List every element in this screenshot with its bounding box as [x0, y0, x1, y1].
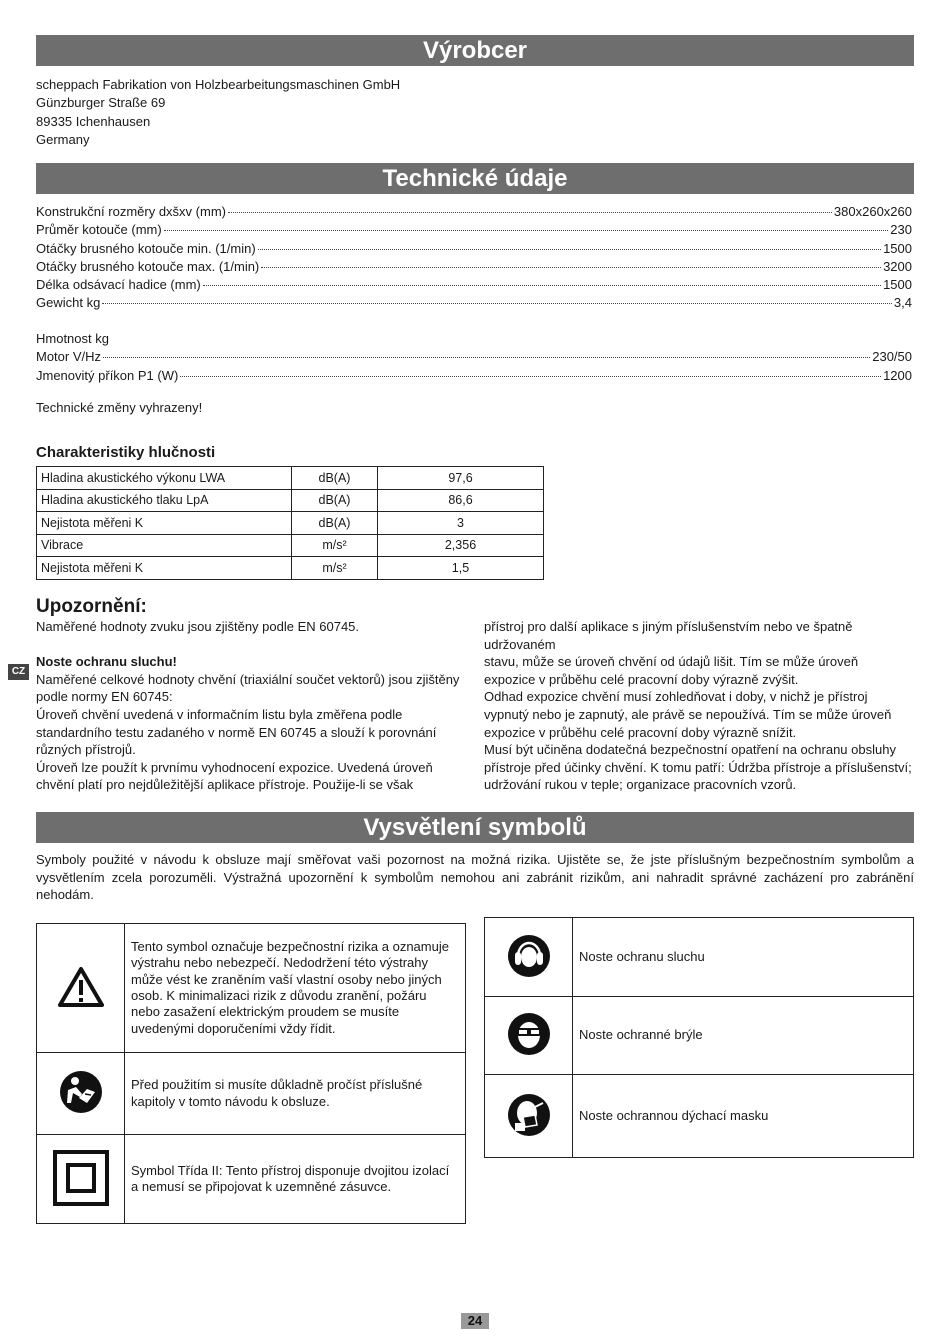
weight-label: Hmotnost kg — [36, 331, 109, 346]
warning-triangle-icon — [58, 966, 104, 1008]
tech-spec-list-2 — [36, 330, 912, 385]
table-row — [37, 924, 466, 1053]
symbol-description: Noste ochrannou dýchací masku — [573, 1075, 914, 1158]
symbols-intro: Symboly použité v návodu k obsluze mají směřovat vaši pozornost na možná rizika. Ujistěte se, že jste příslušným bezpečnostním symbolům a vysvětlením zcela porozuměli. Výstražná upozornění k symbolům nemohou ani zabránit rizikům, ani nahradit správné zacházení pro zabránění nehodám. — [36, 852, 914, 903]
address-line: Günzburger Straße 69 — [36, 95, 166, 111]
spec-row — [36, 294, 912, 312]
table-cell: 86,6 — [378, 489, 544, 512]
symbols-heading: Vysvětlení symbolů — [36, 812, 914, 843]
spec-row — [36, 240, 912, 258]
table-row — [485, 918, 914, 997]
tech-heading: Technické údaje — [36, 163, 914, 194]
read-manual-icon — [59, 1070, 103, 1114]
spec-row — [36, 367, 912, 385]
spec-row — [36, 221, 912, 239]
paragraph: Úroveň lze použít k prvnímu vyhodnocení expozice. Uvedená úroveň chvění platí pro nejdůležitější aplikace přístroje. Použije-li se však — [36, 759, 433, 793]
table-cell: dB(A) — [292, 467, 378, 490]
paragraph: Naměřené celkové hodnoty chvění (triaxiální součet vektorů) jsou zjištěny podle normy EN 60745: — [36, 671, 460, 705]
ear-protection-icon — [507, 934, 551, 978]
table-cell: 3 — [378, 512, 544, 535]
spec-label: Otáčky brusného kotouče min. (1/min) — [36, 240, 256, 256]
symbols-table-left — [36, 923, 466, 1224]
table-cell: Vibrace — [37, 534, 292, 557]
spec-row — [36, 276, 912, 294]
noise-title: Charakteristiky hlučnosti — [36, 444, 216, 461]
spec-label: Délka odsávací hadice (mm) — [36, 277, 201, 293]
symbol-description: Tento symbol označuje bezpečnostní rizika a oznamuje výstrahu nebo nebezpečí. Nedodržení této výstrahy může vést ke zraněním vaší vlastní osoby nebo jiných osob. K minimalizaci rizik z důvodu zranění, požáru nebo zasažení elektrickým proudem se musíte uvedenými doporučeními vždy řídit. — [125, 924, 466, 1053]
language-tab: CZ — [8, 664, 29, 680]
paragraph: Naměřené hodnoty zvuku jsou zjištěny podle EN 60745. — [36, 619, 360, 634]
table-cell: 2,356 — [378, 534, 544, 557]
page-number: 24 — [461, 1313, 489, 1329]
spec-value: 1500 — [883, 277, 912, 293]
spec-value: 380x260x260 — [833, 204, 912, 219]
table-cell: Nejistota měřeni K — [37, 512, 292, 535]
table-row — [485, 1075, 914, 1158]
spec-value: 1500 — [883, 240, 912, 256]
table-cell: Hladina akustického výkonu LWA — [37, 467, 292, 490]
warning-right-column — [484, 618, 912, 794]
table-cell: m/s² — [292, 534, 378, 557]
address-line: scheppach Fabrikation von Holzbearbeitungsmaschinen GmbH — [36, 77, 401, 92]
address-line: 89335 Ichenhausen — [36, 113, 151, 129]
ear-protection-notice: Noste ochranu sluchu! — [36, 654, 177, 670]
table-cell: 1,5 — [378, 557, 544, 580]
class-ii-icon — [53, 1150, 109, 1206]
spec-value: 230/50 — [872, 349, 912, 365]
paragraph: Odhad expozice chvění musí zohledňovat i doby, v nichž je přístroj vypnutý nebo je zapnutý, ale právě se nepoužívá. Tím se může úroveň expozice v průběhu celé pracovní doby výrazně snížit. — [484, 689, 892, 740]
symbols-table-right — [484, 917, 914, 1158]
table-row — [37, 557, 544, 580]
paragraph: Úroveň chvění uvedená v informačním listu byla změřena podle standardního testu zadaného v normě EN 60745 a slouží k porovnání různých přístrojů. — [36, 706, 437, 758]
symbol-description: Symbol Třída II: Tento přístroj disponuje dvojitou izolací a nemusí se připojovat k uzemněné zásuvce. — [125, 1135, 466, 1224]
spec-row — [36, 348, 912, 366]
spec-value: 230 — [890, 222, 912, 238]
spec-value: 3,4 — [893, 295, 912, 311]
spec-label: Otáčky brusného kotouče max. (1/min) — [36, 258, 260, 274]
tech-spec-list — [36, 203, 912, 313]
noise-table — [36, 466, 544, 580]
table-cell: Nejistota měřeni K — [37, 557, 292, 580]
table-cell: m/s² — [292, 557, 378, 580]
manufacturer-address — [36, 76, 400, 149]
table-row — [37, 512, 544, 535]
spec-label: Motor V/Hz — [36, 349, 102, 365]
table-row — [37, 467, 544, 490]
spec-label: Průměr kotouče (mm) — [36, 222, 162, 238]
table-row — [37, 1135, 466, 1224]
spec-value: 3200 — [883, 258, 912, 274]
symbol-description: Noste ochranné brýle — [573, 997, 914, 1075]
spec-label: Gewicht kg — [36, 295, 101, 311]
symbol-description: Noste ochranu sluchu — [573, 918, 914, 997]
table-row — [37, 489, 544, 512]
address-line: Germany — [36, 131, 90, 147]
paragraph: přístroj pro další aplikace s jiným příslušenstvím nebo ve špatně udržovaném — [484, 619, 853, 652]
warning-title: Upozornění: — [36, 596, 147, 617]
table-cell: Hladina akustického tlaku LpA — [37, 489, 292, 512]
spec-row — [36, 203, 912, 221]
spec-label: Konstrukční rozměry dxšxv (mm) — [36, 204, 226, 219]
table-row — [37, 1053, 466, 1135]
table-cell: dB(A) — [292, 489, 378, 512]
manufacturer-heading: Výrobcer — [36, 35, 914, 66]
table-row — [485, 997, 914, 1075]
paragraph: Musí být učiněna dodatečná bezpečnostní opatření na ochranu obsluhy přístroje před účinky chvění. K tomu patří: Údržba přístroje a příslušenství; udržování rukou v teple; organizace pracovních vzorů. — [484, 742, 912, 793]
table-cell: dB(A) — [292, 512, 378, 535]
eye-protection-icon — [507, 1012, 551, 1056]
spec-label: Jmenovitý příkon P1 (W) — [36, 367, 179, 383]
respirator-mask-icon — [507, 1093, 551, 1137]
spec-value: 1200 — [883, 367, 912, 383]
symbol-description: Před použitím si musíte důkladně pročíst příslušné kapitoly v tomto návodu k obsluze. — [125, 1053, 466, 1135]
warning-left-column — [36, 618, 462, 794]
table-row — [37, 534, 544, 557]
tech-note: Technické změny vyhrazeny! — [36, 400, 203, 415]
table-cell: 97,6 — [378, 467, 544, 490]
paragraph: stavu, může se úroveň chvění od údajů lišit. Tím se může úroveň expozice v průběhu celé pracovní doby výrazně zvýšit. — [484, 654, 859, 687]
spec-row — [36, 258, 912, 276]
